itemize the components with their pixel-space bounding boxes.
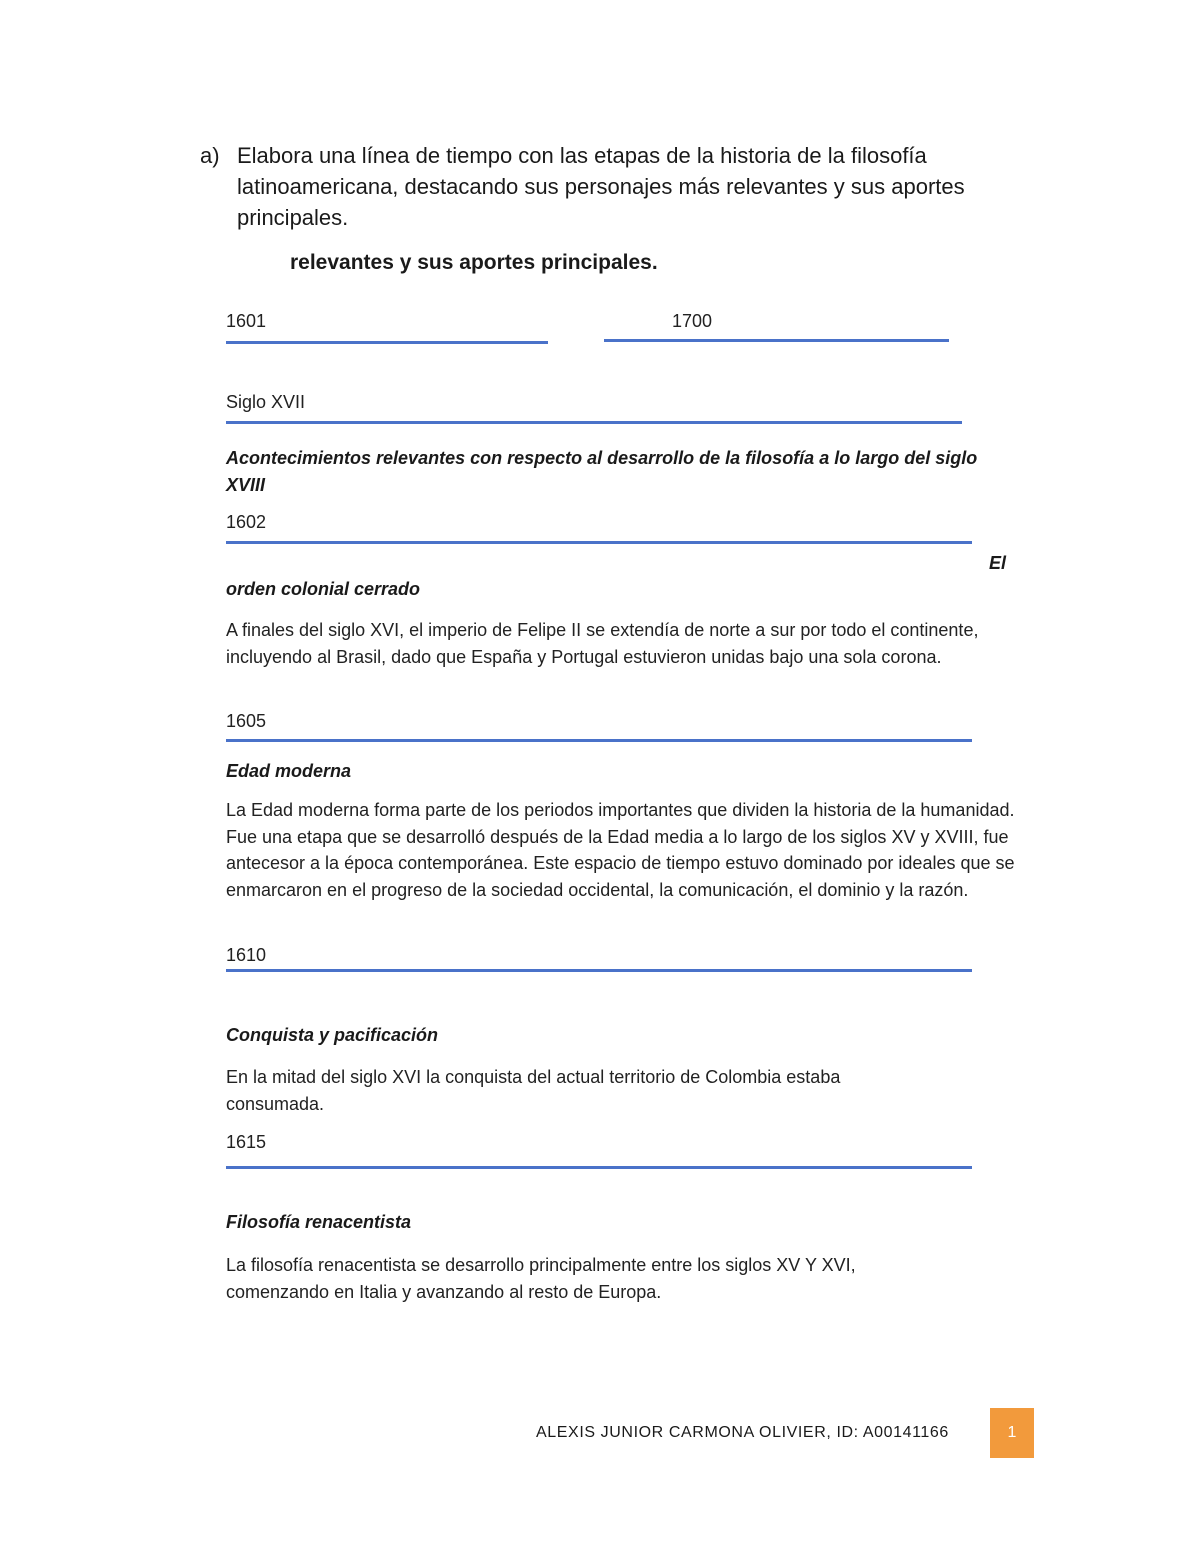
entry-year: 1602: [226, 512, 267, 532]
range-start-year: 1601: [226, 311, 267, 331]
entry-year: 1610: [226, 945, 267, 965]
range-end-rule: [604, 339, 949, 342]
page-number: 1: [1007, 1424, 1017, 1441]
entry-rule: [226, 969, 972, 972]
entry-rule: [226, 541, 972, 544]
entry-title: Filosofía renacentista: [226, 1212, 412, 1232]
section-title: Acontecimientos relevantes con respecto al desarrollo de la filosofía a lo largo del siglo XVIII: [226, 448, 978, 495]
entry-text: En la mitad del siglo XVI la conquista del actual territorio de Colombia estaba consumada.: [226, 1067, 841, 1114]
footer-author: ALEXIS JUNIOR CARMONA OLIVIER, ID: A00141166: [536, 1424, 949, 1441]
century-label: Siglo XVII: [226, 392, 306, 412]
entry-title: Conquista y pacificación: [226, 1025, 439, 1045]
question-text: Elabora una línea de tiempo con las etapas de la historia de la filosofía latinoamericana, destacando sus personajes más relevantes y sus aportes principales.: [237, 143, 965, 230]
entry-text: La Edad moderna forma parte de los periodos importantes que dividen la historia de la humanidad. Fue una etapa que se desarrolló después de la Edad media a lo largo de los siglos XV y XVIII, fue antecesor a la época contemporánea. Este espacio de tiempo estuvo dominado por ideales que se enmarcaron en el progreso de la sociedad occidental, la comunicación, el dominio y la razón.: [226, 800, 1015, 900]
entry-text: La filosofía renacentista se desarrollo principalmente entre los siglos XV Y XVI, comenzando en Italia y avanzando al resto de Europa.: [226, 1255, 856, 1302]
range-start-rule: [226, 341, 548, 344]
entry-title: orden colonial cerrado: [226, 579, 421, 599]
entry-text: A finales del siglo XVI, el imperio de Felipe II se extendía de norte a sur por todo el continente, incluyendo al Brasil, dado que España y Portugal estuvieron unidas bajo una sola corona.: [226, 620, 979, 667]
sub-heading: relevantes y sus aportes principales.: [290, 251, 658, 274]
century-rule: [226, 421, 962, 424]
entry-year: 1605: [226, 711, 267, 731]
entry-year: 1615: [226, 1132, 267, 1152]
entry-title: Edad moderna: [226, 761, 352, 781]
question-marker: a): [200, 143, 220, 168]
entry-rule: [226, 739, 972, 742]
entry-rule: [226, 1166, 972, 1169]
range-end-year: 1700: [672, 311, 713, 331]
entry-side-word: El: [989, 553, 1007, 573]
